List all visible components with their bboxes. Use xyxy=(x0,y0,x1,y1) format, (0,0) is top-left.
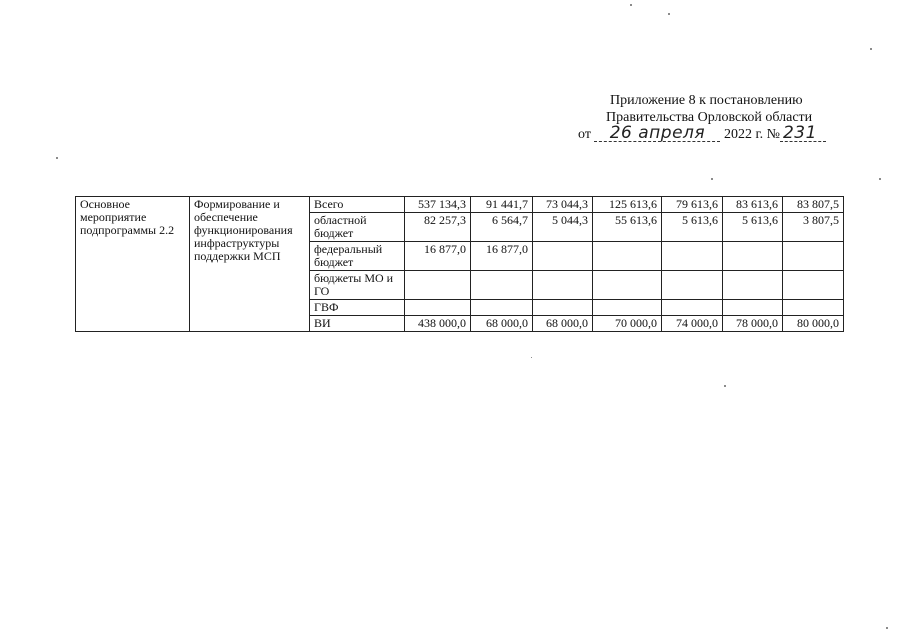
scan-speck xyxy=(879,178,881,180)
amount-cell xyxy=(593,271,662,300)
year-number-label: 2022 г. № xyxy=(723,127,780,142)
amount-cell xyxy=(533,300,593,316)
funding-source-cell: бюджеты МО и ГО xyxy=(310,271,405,300)
amount-cell: 55 613,6 xyxy=(593,213,662,242)
scan-speck xyxy=(724,385,726,387)
amount-cell: 68 000,0 xyxy=(471,316,533,332)
appendix-title: Приложение 8 к постановлению xyxy=(610,93,803,108)
amount-cell xyxy=(405,271,471,300)
amount-cell: 16 877,0 xyxy=(471,242,533,271)
amount-cell xyxy=(471,300,533,316)
amount-cell: 16 877,0 xyxy=(405,242,471,271)
activity-name-cell: Формирование и обеспечение функционирования инфраструктуры поддержки МСП xyxy=(190,197,310,332)
amount-cell: 5 613,6 xyxy=(723,213,783,242)
amount-cell xyxy=(533,242,593,271)
amount-cell xyxy=(662,242,723,271)
funding-table-wrapper xyxy=(75,196,844,332)
amount-cell xyxy=(723,242,783,271)
scan-speck xyxy=(531,357,532,358)
amount-cell xyxy=(593,300,662,316)
funding-source-cell: федеральный бюджет xyxy=(310,242,405,271)
amount-cell: 73 044,3 xyxy=(533,197,593,213)
amount-cell xyxy=(723,300,783,316)
amount-cell: 80 000,0 xyxy=(783,316,844,332)
amount-cell: 5 613,6 xyxy=(662,213,723,242)
funding-source-cell: Всего xyxy=(310,197,405,213)
from-label: от xyxy=(578,127,591,142)
scan-speck xyxy=(870,48,872,50)
scan-speck xyxy=(56,157,58,159)
amount-cell: 5 044,3 xyxy=(533,213,593,242)
handwritten-date: 26 апреля xyxy=(594,126,720,142)
funding-table xyxy=(75,196,844,332)
amount-cell xyxy=(723,271,783,300)
decree-date-line xyxy=(578,123,826,143)
amount-cell: 68 000,0 xyxy=(533,316,593,332)
funding-source-cell: ГВФ xyxy=(310,300,405,316)
amount-cell: 74 000,0 xyxy=(662,316,723,332)
amount-cell xyxy=(783,242,844,271)
amount-cell: 82 257,3 xyxy=(405,213,471,242)
amount-cell: 78 000,0 xyxy=(723,316,783,332)
amount-cell xyxy=(471,271,533,300)
handwritten-decree-number: 231 xyxy=(780,126,826,142)
amount-cell: 125 613,6 xyxy=(593,197,662,213)
scan-speck xyxy=(668,13,670,15)
scan-speck xyxy=(630,4,632,6)
funding-source-cell: областной бюджет xyxy=(310,213,405,242)
amount-cell xyxy=(783,300,844,316)
amount-cell xyxy=(662,271,723,300)
amount-cell xyxy=(405,300,471,316)
funding-table-body xyxy=(76,197,844,332)
amount-cell: 83 807,5 xyxy=(783,197,844,213)
scan-speck xyxy=(886,627,888,629)
amount-cell xyxy=(533,271,593,300)
amount-cell xyxy=(593,242,662,271)
amount-cell xyxy=(662,300,723,316)
amount-cell: 537 134,3 xyxy=(405,197,471,213)
funding-source-cell: ВИ xyxy=(310,316,405,332)
amount-cell: 83 613,6 xyxy=(723,197,783,213)
amount-cell: 6 564,7 xyxy=(471,213,533,242)
amount-cell xyxy=(783,271,844,300)
scan-speck xyxy=(711,178,713,180)
government-name: Правительства Орловской области xyxy=(606,110,813,125)
amount-cell: 79 613,6 xyxy=(662,197,723,213)
activity-cell: Основное мероприятие подпрограммы 2.2 xyxy=(76,197,190,332)
amount-cell: 438 000,0 xyxy=(405,316,471,332)
amount-cell: 70 000,0 xyxy=(593,316,662,332)
amount-cell: 3 807,5 xyxy=(783,213,844,242)
amount-cell: 91 441,7 xyxy=(471,197,533,213)
funding-row xyxy=(76,197,844,213)
